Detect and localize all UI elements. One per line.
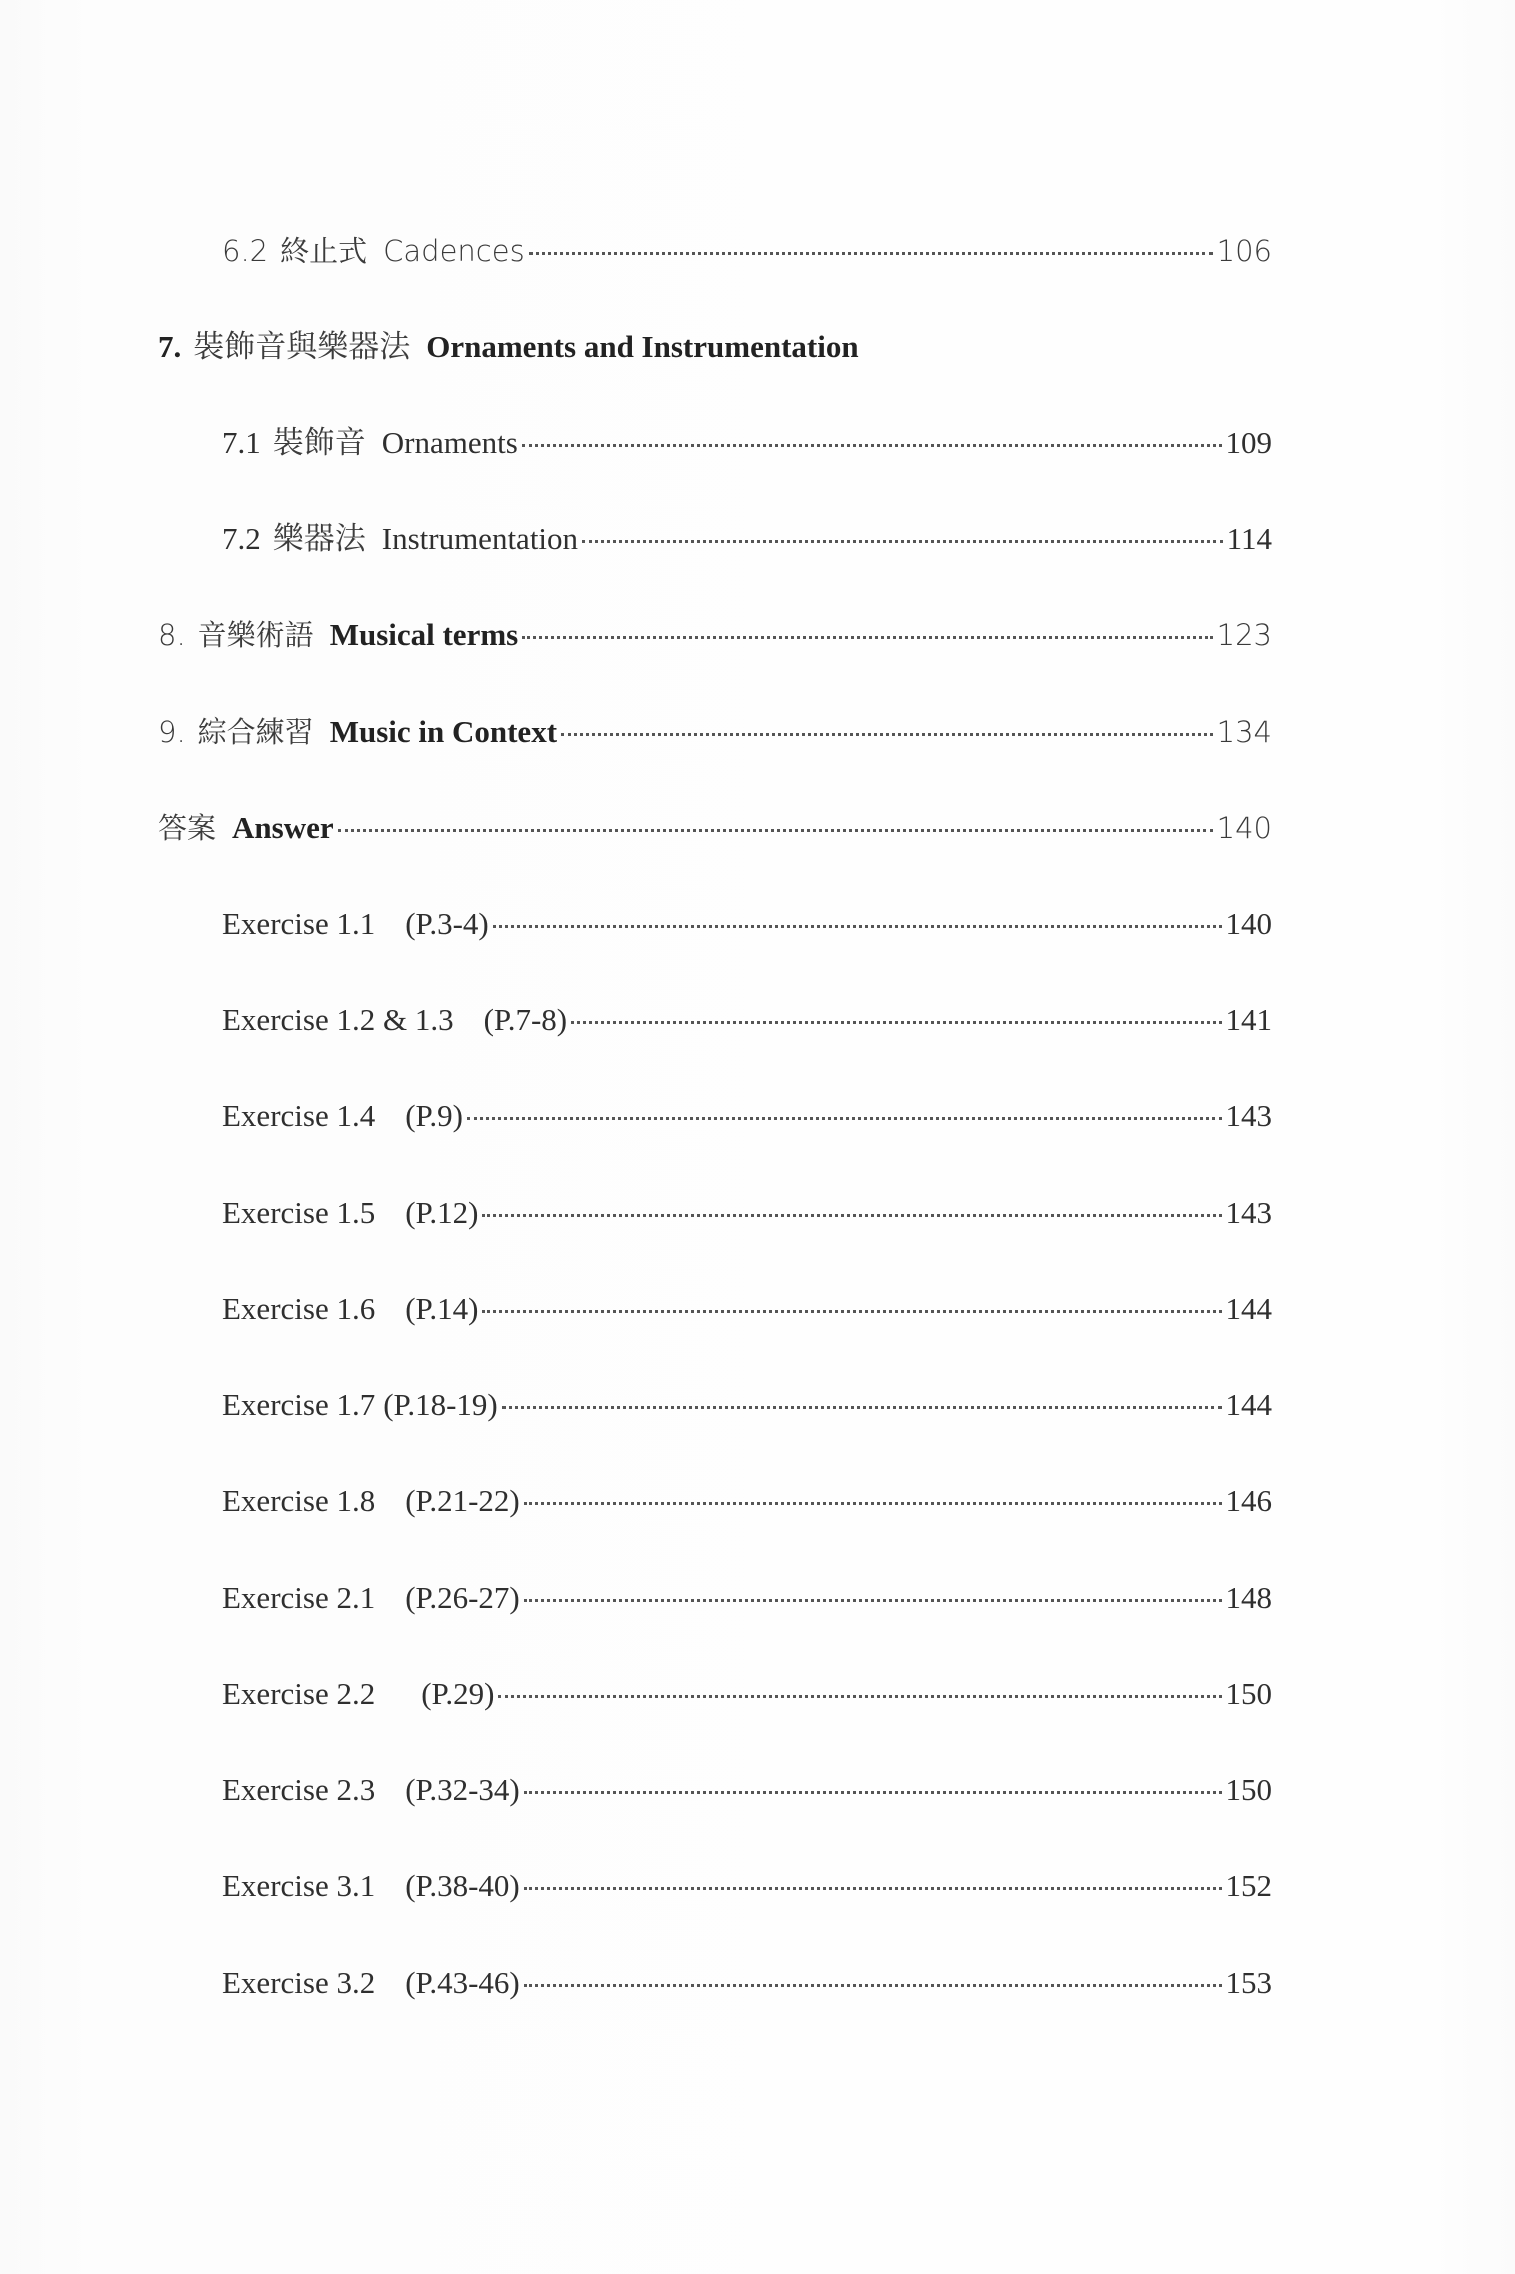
exercise-page-ref: (P.43-46) [405, 1965, 520, 2000]
exercise-page-number: 144 [1225, 1291, 1272, 1326]
dot-leader [482, 1214, 1221, 1217]
toc-exercise-1-7[interactable] [222, 1380, 1272, 1430]
exercise-label: Exercise 3.2 [222, 1965, 376, 2000]
exercise-label: Exercise 1.1 [222, 906, 376, 941]
entry-english-title: Cadences [383, 234, 525, 268]
dot-leader [524, 1599, 1222, 1602]
exercise-label: Exercise 1.7 [222, 1387, 376, 1422]
dot-leader [482, 1310, 1221, 1313]
exercise-page-number: 148 [1225, 1580, 1272, 1615]
dot-leader [524, 1791, 1222, 1794]
exercise-page-number: 150 [1225, 1676, 1272, 1711]
exercise-label: Exercise 1.5 [222, 1195, 376, 1230]
entry-chinese-title: 樂器法 [272, 521, 366, 557]
exercise-page-number: 143 [1225, 1195, 1272, 1230]
chapter-english-title: Ornaments and Instrumentation [426, 329, 859, 364]
toc-chapter-ornaments-instrumentation[interactable] [158, 322, 1272, 372]
toc-exercise-1-8[interactable] [222, 1476, 1272, 1526]
exercise-label: Exercise 1.6 [222, 1291, 376, 1326]
entry-number: 7.1 [222, 425, 261, 460]
dot-leader [561, 733, 1213, 736]
dot-leader [338, 829, 1213, 832]
chapter-page-number: 134 [1216, 715, 1272, 749]
toc-exercise-3-1[interactable] [222, 1861, 1272, 1911]
toc-entry-ornaments[interactable] [222, 418, 1272, 468]
dot-leader [502, 1406, 1222, 1409]
toc-entry-cadences[interactable] [222, 226, 1272, 276]
dot-leader [529, 252, 1213, 255]
toc-exercise-1-6[interactable] [222, 1284, 1272, 1334]
toc-chapter-music-in-context[interactable] [158, 707, 1272, 757]
toc-exercise-1-2-1-3[interactable] [222, 995, 1272, 1045]
exercise-label: Exercise 2.1 [222, 1580, 376, 1615]
chapter-chinese-title: 音樂術語 [197, 618, 314, 652]
exercise-page-ref: (P.3-4) [405, 906, 489, 941]
chapter-chinese-title: 答案 [158, 811, 217, 845]
exercise-page-number: 144 [1225, 1387, 1272, 1422]
exercise-page-ref: (P.18-19) [383, 1387, 498, 1422]
dot-leader [524, 1502, 1222, 1505]
exercise-page-ref: (P.7-8) [483, 1002, 568, 1037]
chapter-chinese-title: 綜合練習 [197, 715, 314, 749]
exercise-label: Exercise 1.2 & 1.3 [222, 1002, 454, 1037]
exercise-page-number: 146 [1225, 1483, 1272, 1518]
exercise-label: Exercise 2.3 [222, 1772, 376, 1807]
chapter-english-title: Music in Context [329, 714, 558, 749]
chapter-english-title: Answer [232, 810, 334, 845]
entry-english-title: Instrumentation [381, 521, 579, 556]
entry-page-number: 106 [1216, 234, 1272, 268]
dot-leader [571, 1021, 1221, 1024]
toc-exercise-2-2[interactable] [222, 1669, 1272, 1719]
exercise-page-ref: (P.21-22) [405, 1483, 520, 1518]
entry-number: 6.2 [222, 234, 269, 268]
exercise-page-ref: (P.14) [405, 1291, 479, 1326]
toc-chapter-musical-terms[interactable] [158, 610, 1272, 660]
exercise-label: Exercise 1.8 [222, 1483, 376, 1518]
exercise-page-number: 150 [1225, 1772, 1272, 1807]
dot-leader [582, 540, 1223, 543]
chapter-english-title: Musical terms [329, 617, 519, 652]
chapter-chinese-title: 裝飾音與樂器法 [193, 329, 411, 365]
exercise-page-ref: (P.38-40) [405, 1868, 520, 1903]
toc-exercise-1-1[interactable] [222, 899, 1272, 949]
exercise-page-ref: (P.29) [421, 1676, 495, 1711]
exercise-page-number: 141 [1225, 1002, 1272, 1037]
entry-number: 7.2 [222, 521, 261, 556]
entry-page-number: 114 [1226, 521, 1272, 556]
toc-exercise-1-5[interactable] [222, 1188, 1272, 1238]
toc-exercise-1-4[interactable] [222, 1091, 1272, 1141]
chapter-page-number: 140 [1216, 811, 1272, 845]
exercise-label: Exercise 2.2 [222, 1676, 376, 1711]
dot-leader [524, 1887, 1222, 1890]
dot-leader [524, 1984, 1222, 1987]
chapter-page-number: 123 [1216, 618, 1272, 652]
exercise-page-number: 143 [1225, 1098, 1272, 1133]
entry-english-title: Ornaments [381, 425, 518, 460]
dot-leader [522, 636, 1212, 639]
exercise-label: Exercise 1.4 [222, 1098, 376, 1133]
toc-exercise-2-3[interactable] [222, 1765, 1272, 1815]
chapter-number: 8. [158, 618, 186, 652]
toc-exercise-2-1[interactable] [222, 1573, 1272, 1623]
exercise-page-ref: (P.26-27) [405, 1580, 520, 1615]
chapter-number: 9. [158, 715, 186, 749]
dot-leader [493, 925, 1222, 928]
entry-chinese-title: 裝飾音 [272, 425, 366, 461]
entry-chinese-title: 終止式 [280, 234, 368, 268]
dot-leader [498, 1695, 1221, 1698]
exercise-label: Exercise 3.1 [222, 1868, 376, 1903]
chapter-number: 7. [158, 329, 182, 364]
toc-entry-instrumentation[interactable] [222, 514, 1272, 564]
exercise-page-number: 153 [1225, 1965, 1272, 2000]
toc-exercise-3-2[interactable] [222, 1958, 1272, 2008]
exercise-page-number: 140 [1225, 906, 1272, 941]
dot-leader [522, 444, 1222, 447]
exercise-page-number: 152 [1225, 1868, 1272, 1903]
dot-leader [467, 1117, 1222, 1120]
entry-page-number: 109 [1225, 425, 1272, 460]
exercise-page-ref: (P.9) [405, 1098, 463, 1133]
exercise-page-ref: (P.32-34) [405, 1772, 520, 1807]
toc-chapter-answer[interactable] [158, 803, 1272, 853]
exercise-page-ref: (P.12) [405, 1195, 479, 1230]
